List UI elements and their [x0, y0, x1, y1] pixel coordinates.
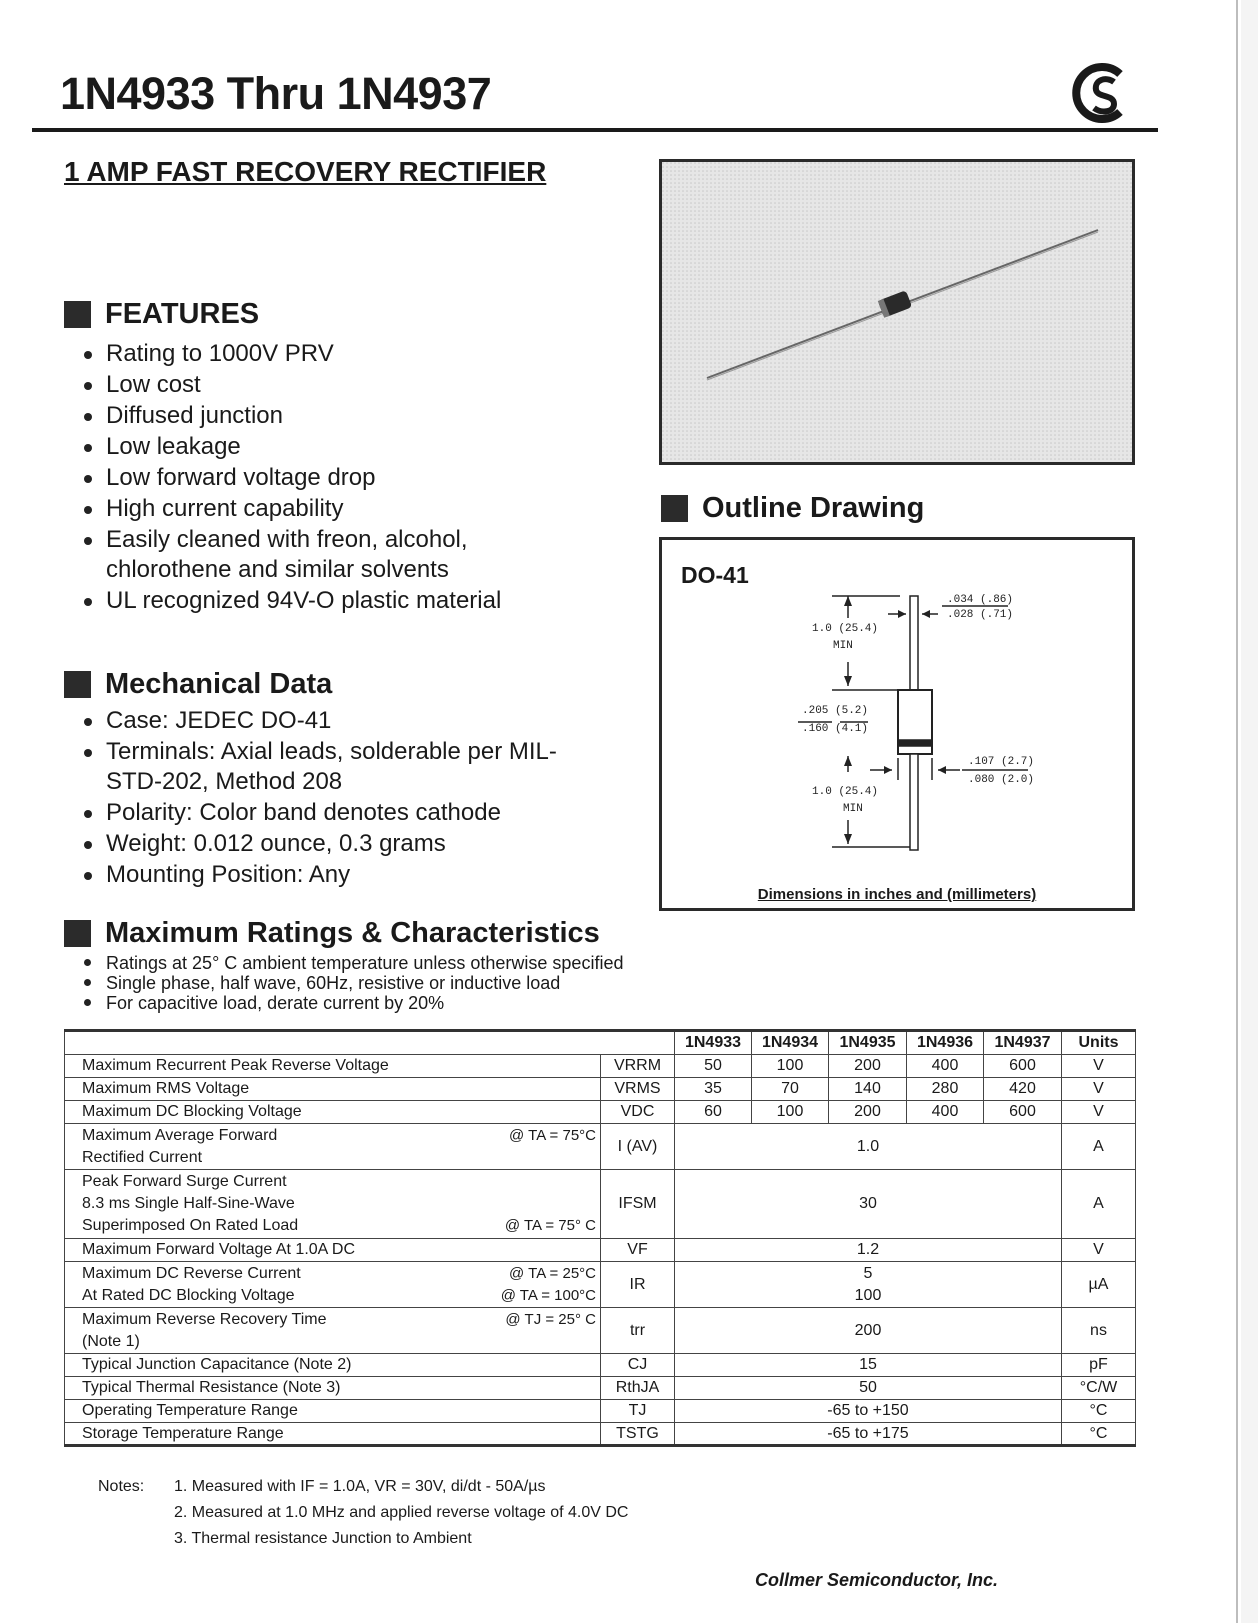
param-symbol: I (AV): [601, 1124, 675, 1170]
cell-value: -65 to +150: [675, 1400, 1062, 1423]
condition: @ TA = 100°C: [500, 1286, 596, 1304]
outline-title: Outline Drawing: [702, 492, 925, 524]
company-name: Collmer Semiconductor, Inc.: [755, 1570, 999, 1590]
cell-value: 600: [984, 1055, 1062, 1078]
mechanical-list: [82, 706, 562, 891]
list-item: UL recognized 94V-O plastic material: [82, 586, 562, 616]
dim-lead-len: 1.0 (25.4): [812, 623, 879, 635]
cell-value: 200: [829, 1055, 907, 1078]
param-symbol: RthJA: [601, 1377, 675, 1400]
table-row: [65, 1170, 1136, 1239]
cell-value: 50: [675, 1377, 1062, 1400]
dim-lead-dia-top: .034 (.86): [947, 594, 1014, 606]
table-header-row: [65, 1031, 1136, 1055]
cell-value: 400: [907, 1101, 984, 1124]
mechanical-title: Mechanical Data: [105, 668, 333, 700]
desc-line: Rectified Current: [82, 1148, 203, 1166]
cell-unit: °C: [1062, 1423, 1136, 1446]
condition: @ TJ = 25° C: [505, 1310, 596, 1328]
features-title: FEATURES: [105, 298, 260, 330]
square-bullet-icon: [64, 301, 91, 328]
cell-value: [675, 1262, 1062, 1308]
dim-body-dia-top: .107 (2.7): [968, 756, 1035, 768]
table-row: [65, 1423, 1136, 1446]
dim-body-len-top: .205 (5.2): [802, 705, 869, 717]
product-photo: [659, 159, 1135, 465]
value-line: 100: [854, 1286, 882, 1304]
col-header: 1N4937: [984, 1031, 1062, 1055]
cell-value: 400: [907, 1055, 984, 1078]
param-desc: Maximum Forward Voltage At 1.0A DC: [65, 1239, 601, 1262]
desc-line: 8.3 ms Single Half-Sine-Wave: [82, 1195, 295, 1212]
list-item: Mounting Position: Any: [82, 860, 562, 890]
outline-drawing: [659, 537, 1135, 911]
list-item: Weight: 0.012 ounce, 0.3 grams: [82, 829, 562, 859]
title-rule: [32, 128, 1158, 132]
cell-unit: °C: [1062, 1400, 1136, 1423]
col-header: Units: [1062, 1031, 1136, 1055]
dim-min-2: MIN: [843, 803, 863, 815]
param-symbol: TSTG: [601, 1423, 675, 1446]
list-item: Case: JEDEC DO-41: [82, 706, 562, 736]
square-bullet-icon: [64, 671, 91, 698]
cell-value: 30: [675, 1170, 1062, 1239]
square-bullet-icon: [64, 920, 91, 947]
cell-unit: V: [1062, 1239, 1136, 1262]
param-symbol: IR: [601, 1262, 675, 1308]
cell-value: 100: [752, 1055, 829, 1078]
ratings-title: Maximum Ratings & Characteristics: [105, 917, 600, 949]
cell-unit: A: [1062, 1170, 1136, 1239]
page-title: 1N4933 Thru 1N4937: [60, 68, 492, 119]
list-item: Ratings at 25° C ambient temperature unless otherwise specified: [82, 953, 682, 973]
ratings-conditions-list: [82, 953, 682, 1013]
param-desc: Maximum DC Blocking Voltage: [65, 1101, 601, 1124]
table-row: [65, 1078, 1136, 1101]
param-symbol: VF: [601, 1239, 675, 1262]
list-item: Rating to 1000V PRV: [82, 339, 562, 369]
desc-line: At Rated DC Blocking Voltage: [82, 1286, 295, 1304]
note-item: 3. Thermal resistance Junction to Ambient: [174, 1530, 472, 1547]
package-label: DO-41: [681, 562, 749, 588]
param-desc: [65, 1170, 601, 1239]
table-row: [65, 1400, 1136, 1423]
value-line: 5: [863, 1264, 873, 1282]
param-symbol: VRRM: [601, 1055, 675, 1078]
subtitle: 1 AMP FAST RECOVERY RECTIFIER: [64, 156, 547, 187]
param-desc: Maximum RMS Voltage: [65, 1078, 601, 1101]
list-item: High current capability: [82, 494, 562, 524]
cell-value: 50: [675, 1055, 752, 1078]
condition: @ TA = 25°C: [509, 1264, 596, 1282]
page-edge: [1236, 0, 1238, 1623]
table-row: [65, 1377, 1136, 1400]
dim-lead-dia-bot: .028 (.71): [947, 609, 1014, 621]
page-edge-shadow: [1241, 0, 1258, 1623]
cell-unit: ns: [1062, 1308, 1136, 1354]
param-symbol: VDC: [601, 1101, 675, 1124]
outline-heading: [661, 492, 924, 525]
note-item: 1. Measured with IF = 1.0A, VR = 30V, di/dt - 50A/µs: [174, 1478, 546, 1495]
col-header: 1N4935: [829, 1031, 907, 1055]
cell-value: 60: [675, 1101, 752, 1124]
col-header: 1N4934: [752, 1031, 829, 1055]
features-heading: [64, 298, 259, 331]
table-row: [65, 1354, 1136, 1377]
cell-unit: V: [1062, 1055, 1136, 1078]
cell-value: 70: [752, 1078, 829, 1101]
cell-value: 200: [675, 1308, 1062, 1354]
desc-line: (Note 1): [82, 1332, 140, 1350]
table-row: [65, 1055, 1136, 1078]
cell-value: 35: [675, 1078, 752, 1101]
diode-photo-image: [662, 162, 1132, 462]
cell-value: 140: [829, 1078, 907, 1101]
cell-unit: V: [1062, 1101, 1136, 1124]
cs-logo-icon: [1068, 60, 1134, 126]
cell-value: 1.2: [675, 1239, 1062, 1262]
list-item: For capacitive load, derate current by 20%: [82, 993, 682, 1013]
list-item: Low cost: [82, 370, 562, 400]
col-header: 1N4936: [907, 1031, 984, 1055]
dimensions-note: Dimensions in inches and (millimeters): [757, 886, 1037, 903]
cell-value: 1.0: [675, 1124, 1062, 1170]
param-desc: Storage Temperature Range: [65, 1423, 601, 1446]
param-symbol: IFSM: [601, 1170, 675, 1239]
desc-line: Maximum DC Reverse Current: [82, 1264, 301, 1282]
dim-body-dia-bot: .080 (2.0): [968, 774, 1035, 786]
list-item: Terminals: Axial leads, solderable per MIL-STD-202, Method 208: [82, 737, 562, 797]
cell-unit: °C/W: [1062, 1377, 1136, 1400]
cell-unit: V: [1062, 1078, 1136, 1101]
param-symbol: CJ: [601, 1354, 675, 1377]
table-row: [65, 1308, 1136, 1354]
cell-unit: A: [1062, 1124, 1136, 1170]
note-item: 2. Measured at 1.0 MHz and applied reverse voltage of 4.0V DC: [174, 1504, 629, 1521]
list-item: Polarity: Color band denotes cathode: [82, 798, 562, 828]
param-desc: Typical Junction Capacitance (Note 2): [65, 1354, 601, 1377]
table-row: [65, 1262, 1136, 1308]
param-desc: [65, 1124, 601, 1170]
dim-min-1: MIN: [833, 640, 853, 652]
cell-value: 600: [984, 1101, 1062, 1124]
table-row: [65, 1124, 1136, 1170]
table-row: [65, 1239, 1136, 1262]
features-list: [82, 339, 562, 617]
param-symbol: trr: [601, 1308, 675, 1354]
ratings-heading: [64, 917, 600, 950]
do41-diagram: [662, 540, 1132, 908]
condition: @ TA = 75° C: [504, 1217, 596, 1234]
param-desc: Typical Thermal Resistance (Note 3): [65, 1377, 601, 1400]
table-row: [65, 1101, 1136, 1124]
dim-lead-len-2: 1.0 (25.4): [812, 786, 879, 798]
param-desc: Operating Temperature Range: [65, 1400, 601, 1423]
desc-line: Maximum Reverse Recovery Time: [82, 1310, 327, 1328]
col-header: 1N4933: [675, 1031, 752, 1055]
desc-line: Maximum Average Forward: [82, 1126, 278, 1144]
desc-line: Superimposed On Rated Load: [82, 1217, 299, 1234]
cell-value: 280: [907, 1078, 984, 1101]
param-desc: [65, 1308, 601, 1354]
list-item: Low leakage: [82, 432, 562, 462]
dim-body-len-bot: .160 (4.1): [802, 723, 869, 735]
condition: @ TA = 75°C: [509, 1126, 596, 1144]
list-item: Diffused junction: [82, 401, 562, 431]
cell-value: 15: [675, 1354, 1062, 1377]
header-blank: [65, 1031, 675, 1055]
cell-value: 200: [829, 1101, 907, 1124]
notes-label: Notes:: [98, 1478, 145, 1495]
param-symbol: TJ: [601, 1400, 675, 1423]
param-desc: Maximum Recurrent Peak Reverse Voltage: [65, 1055, 601, 1078]
list-item: Low forward voltage drop: [82, 463, 562, 493]
cell-value: 420: [984, 1078, 1062, 1101]
cell-unit: µA: [1062, 1262, 1136, 1308]
list-item: Single phase, half wave, 60Hz, resistive or inductive load: [82, 973, 682, 993]
square-bullet-icon: [661, 495, 688, 522]
param-symbol: VRMS: [601, 1078, 675, 1101]
list-item: Easily cleaned with freon, alcohol, chlorothene and similar solvents: [82, 525, 562, 585]
cell-value: 100: [752, 1101, 829, 1124]
desc-line: Peak Forward Surge Current: [82, 1173, 287, 1190]
mechanical-heading: [64, 668, 332, 701]
cell-value: -65 to +175: [675, 1423, 1062, 1446]
param-desc: [65, 1262, 601, 1308]
ratings-table: [64, 1029, 1136, 1447]
cell-unit: pF: [1062, 1354, 1136, 1377]
